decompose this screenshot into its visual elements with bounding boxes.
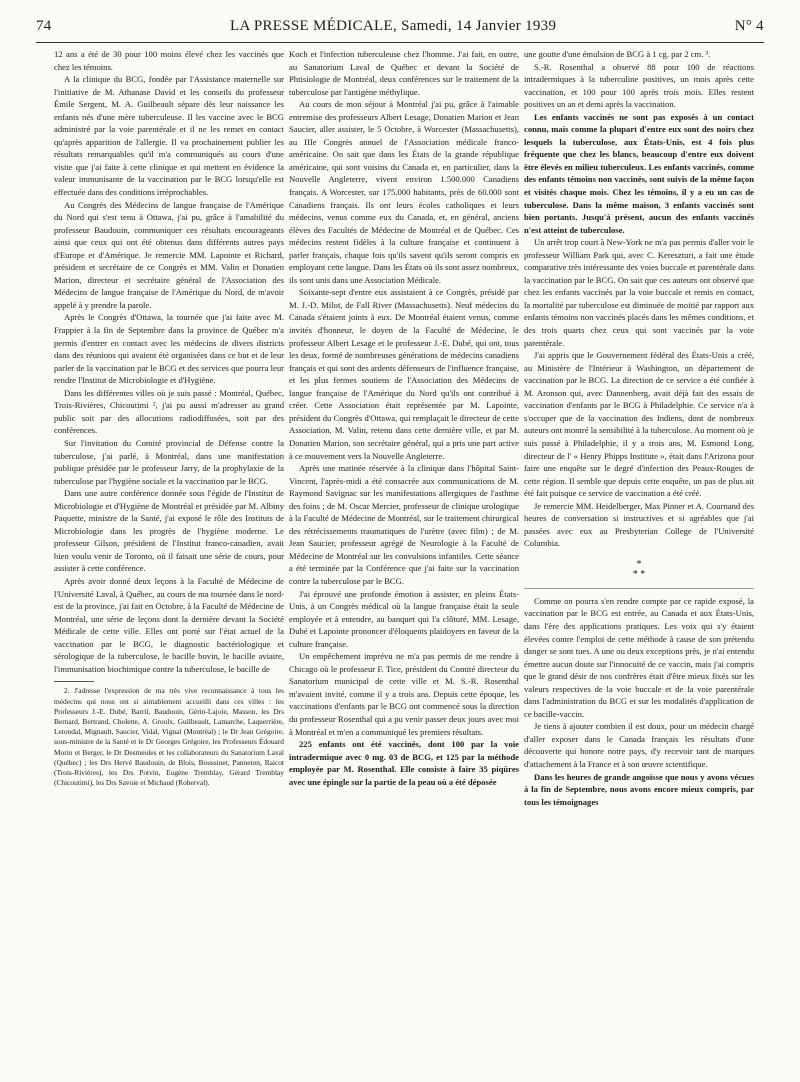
section-asterism	[524, 560, 754, 580]
asterism-bottom: * *	[632, 568, 646, 580]
paragraph: J'ai éprouvé une profonde émotion à assister, en pleins États-Unis, à un Congrès médical où la langue française était la seule employée et à entendre, au banquet qui l'a clôturé, MM. Lesage, Dubé et Lapointe prononcer d'éloquents plaidoyers en faveur de la culture française.	[289, 588, 519, 649]
paragraph: Sur l'invitation du Comité provincial de Défense contre la tuberculose, j'ai parlé, à Montréal, dans une manifestation publique présidée par le professeur Jarry, de la prophylaxie de la tuberculose par l'hygiène sociale et la vaccination par le BCG.	[54, 437, 284, 486]
paragraph: Un arrêt trop court à New-York ne m'a pas permis d'aller voir le professeur William Park qui, avec C. Kereszturi, a fait une étude comparative très intéressante des voies buccale et parentérale dans la vaccination par le BCG. On sait que ces auteurs ont observé que chez les enfants vaccinés par la voie buccale et remis en contact, la mortalité par tuberculose est diminuée de moitié par rapport aux enfants témoins non vaccinés placés dans les mêmes conditions, et des trois quarts chez ceux qui sont vaccinés par la voie parentérale.	[524, 237, 754, 348]
column-2	[289, 48, 519, 808]
paragraph: Après avoir donné deux leçons à la Faculté de Médecine de l'Université Laval, à Québec, au cours de ma tournée dans le nord-est de la province, j'ai fait en Octobre, à la Faculté de Médecine de Montréal, une série de leçons dont la dernière devant la Société Médicale de cette ville. Elles ont porté sur l'état actuel de la vaccination par le BCG, le diagnostic bactériologique et sérologique de la tuberculose, le bacille bovin, le bacille aviaire, l'immunisation biochimique contre la tuberculose, le bacille de	[54, 575, 284, 674]
section-divider	[524, 588, 754, 589]
paragraph: Soixante-sept d'entre eux assistaient à ce Congrès, présidé par M. J.-D. Milot, de Fall River (Massachusetts). Neuf médecins du Canada s'étaient joints à eux. De Montréal étaient venus, comme invités d'honneur, le doyen de la Faculté de Médecine, le professeur Albert Lesage et le professeur J.-E. Dubé, qui ont, tous les deux, formé de nombreuses générations de médecins canadiens français et qui sont des ardents défenseurs de l'influence française, et les plus fermes soutiens de l'Association des Médecins de langue française de l'Amérique du Nord qu'ils ont contribué à créer. Cette Association était représentée par M. Lapointe, président du Congrès d'Ottawa, qui remplaçait le directeur de cette Association, M. Valin, retenu dans cette dernière ville, et par M. Donatien Marion, son secrétaire général, qui a pris une part active à ce mouvement vers la Nouvelle Angleterre.	[289, 287, 519, 461]
asterism-top: *	[636, 558, 642, 570]
paragraph: Dans les heures de grande angoisse que nous y avons vécues à la fin de Septembre, nous avons encore mieux compris, par tous les témoignages	[524, 771, 754, 807]
article-columns	[54, 48, 754, 808]
paragraph: 225 enfants ont été vaccinés, dont 100 par la voie intradermique avec 0 mg. 03 de BCG, et 125 par la méthode employée par M. Rosenthal. Elle consiste à faire 35 piqûres avec une épingle sur la partie de la peau où a été déposée	[289, 739, 519, 787]
paragraph: Un empêchement imprévu ne m'a pas permis de me rendre à Chicago où le professeur F. Tice, président du Comité directeur du Sanatorium municipal de cette ville et M. S.-R. Rosenthal m'avaient invité, comme il y a trois ans. Depuis cette époque, les vaccinations d'enfants par le BCG ont commencé sous la direction du professeur Rosenthal qui a pu venir passer deux jours avec moi à Montréal et m'en a communiqué les premiers résultats.	[289, 651, 519, 737]
header-rule	[36, 42, 764, 43]
page-number: 74	[36, 18, 52, 34]
paragraph: Je remercie MM. Heidelberger, Max Pinner et A. Cournand des heures de conversation si instructives et si agréables que j'ai passées avec eux au Presbyterian College de l'Université Columbia.	[524, 500, 754, 549]
paragraph: Les enfants vaccinés ne sont pas exposés à un contact connu, mais comme la plupart d'entre eux sont des noirs chez lesquels la tuberculose, aux États-Unis, est 4 fois plus fréquente que chez les blancs, beaucoup d'entre eux doivent être élevés en milieu tuberculeux. Les enfants vaccinés, comme des enfants témoins non vaccinés, sont suivis de la même façon et visités chaque mois. Chez les témoins, il y a eu un cas de tuberculose. Dans la même maison, 3 enfants vaccinés sont bien portants. Jusqu'à présent, aucun des enfants vaccinés n'est atteint de tuberculose.	[524, 111, 754, 235]
column-1	[54, 48, 284, 808]
paragraph: S.-R. Rosenthal a observé 88 pour 100 de réactions intradermiques à la tuberculine positives, un mois après cette vaccination, et 100 pour 100 après trois mois. Elles restent positives un an et demi après la vaccination.	[524, 61, 754, 110]
paragraph: Au cours de mon séjour à Montréal j'ai pu, grâce à l'aimable entremise des professeurs Albert Lesage, Donatien Marion et Jean Saucier, aller assister, le 5 Octobre, à Worcester (Massachusetts), au IIIe Congrès annuel de l'Association médicale franco-américaine. On sait que dans les États de la grande république américaine, qui sont voisins du Canada et, en particulier, dans la Nouvelle Angleterre, vivent environ 1.500.000 Canadiens français. A Worcester, sur 175.000 habitants, près de 60.000 sont Canadiens français. Ils ont leurs écoles catholiques et leurs médecins, venus comme eux du Canada, et, en général, anciens élèves des Facultés de Médecine de Montréal et de Québec. Ces médecins restent fidèles à la culture française et continuent à parler français, chaque fois qu'ils savent qu'ils seront compris en employant cette langue. Dans les États où ils sont assez nombreux, ils sont unis dans une Association Médicale.	[289, 99, 519, 285]
paragraph: Après le Congrès d'Ottawa, la tournée que j'ai faite avec M. Frappier à la fin de Septembre dans la province de Québec m'a permis d'entrer en contact avec les médecins de divers districts dans des réunions qui avaient été organisées dans ce but et de leur parler de la vaccination par le BCG et des services que pourra leur rendre l'Institut de Microbiologie et d'Hygiène.	[54, 312, 284, 386]
paragraph: une goutte d'une émulsion de BCG à 1 cg. par 2 cm. ³.	[524, 49, 711, 59]
paragraph: 12 ans a été de 30 pour 100 moins élevé chez les vaccinés que chez les témoins.	[54, 49, 284, 72]
paragraph: A la clinique du BCG, fondée par l'Assistance maternelle sur l'initiative de M. Athanase David et les conseils du professeur Émile Sergent, M. A. Guilbeault sépare dès leur naissance les enfants nés d'une mère tuberculeuse. Il les vaccine avec le BCG administré par la voie parentérale et il ne les remet en contact qu'après apparition de l'allergie. Il va prochainement publier les résultats remarquables qu'il m'a communiqués au cours d'une visite que j'ai faite à cette clinique et qui mettent en évidence la valeur immunisante de la vaccination par le BCG lorsqu'elle est effectuée dans des conditions irréprochables.	[54, 74, 284, 198]
paragraph: Après une matinée réservée à la clinique dans l'hôpital Saint-Vincent, l'après-midi a été consacrée aux communications de M. Raymond Savignac sur les manifestations allergiques de l'asthme des foins ; de M. Oscar Mercier, professeur de clinique urologique à la Faculté de Médecine de Montréal, sur le traitement chirurgical des rétrécissements traumatiques de l'urètre (avec film) ; de M. Jean Saucier, professeur agrégé de Neurologie à la Faculté de Médecine de Montréal sur les convulsions infantiles. Cette séance a été terminée par la Conférence que j'ai faite sur la vaccination contre la tuberculose par le BCG.	[289, 463, 519, 586]
paragraph: Koch et l'infection tuberculeuse chez l'homme. J'ai fait, en outre, au Sanatorium Laval de Québec et devant la Société de Phtisiologie de Montréal, deux conférences sur le traitement de la tuberculose par l'antigène méthylique.	[289, 49, 519, 97]
paragraph: J'ai appris que le Gouvernement fédéral des États-Unis a créé, au Ministère de l'Intérieur à Washington, un département de vaccination par le BCG. La direction de ce service a été confiée à M. Aronson qui, avec Dannenberg, avait déjà fait des essais de vaccination d'enfants par le BCG à Philadelphie. Ce service n'a à s'occuper que de la vaccination des Indiens, dont de nombreux auteurs ont montré la sensibilité à la tuberculose. Au moment où je suis passé à Philadelphie, il y a trois ans, M. Esmond Long, directeur de l' « Henry Phipps Institute », était dans l'Arizona pour faire une enquête sur le degré d'infection des Peaux-Rouges de cette région. Il semble que depuis cette enquête, un pas de plus ait été fait puisque ce service de vaccination a été créé.	[524, 350, 754, 499]
issue-number: N° 4	[734, 18, 764, 34]
column-3	[524, 48, 754, 808]
footnote: 2. J'adresse l'expression de ma très vive reconnaissance à tous les médecins qui nous ont si aimablement accueilli dans ces villes : les Professeurs J.-E. Dubé, Barril, Baudouin, Gérin-Lajoie, Masson, les Drs Bernard, Bertrand, Cholette, A. Groulx, Guilbeault, Lamarche, Laquerrière, Letondal, Mignault, Saucier, Vidal, Vignal (Montréal) ; le Dr Jean Grégoire, sous-ministre de la Santé et le Dr Georges Grégoire, les Professeurs Édouard Morin et Berger, le Dr Desmeules et les collaborateurs du Sanatorium Laval (Québec) ; les Drs Hervé Baudouin, de Blois, Boussinet, Panneton, Raicot (Trois-Rivières), les Drs Potvin, Eugène Tremblay, Gérard Tremblay (Chicoutimi), les Drs Savoie et Michaud (Roberval).	[54, 686, 284, 788]
paragraph: Au Congrès des Médecins de langue française de l'Amérique du Nord qui s'est tenu à Ottawa, j'ai pu, grâce à l'amabilité du professeur Baudouin, communiquer ces résultats encourageants ainsi que ceux qui ont été obtenus dans différents autres pays d'Europe et d'Amérique. Je remercie MM. Lapointe et Richard, président et secrétaire de ce Congrès et MM. Valin et Donatien Marion, directeur et secrétaire général de l'Association des Médecins de langue française de l'Amérique du Nord, de m'avoir appelé à y prendre la parole.	[54, 199, 284, 310]
paragraph: Dans une autre conférence donnée sous l'égide de l'Institut de Microbiologie et d'Hygiène de Montréal et présidée par M. Albiny Paquette, ministre de la Santé, j'ai exposé le rôle des Instituts de Microbiologie dans les progrès de l'hygiène moderne. Le professeur Gilson, président de l'Institut franco-canadien, avait bien voulu venir de Toronto, où il faisait une série de cours, pour assister à cette conférence.	[54, 488, 284, 574]
issue-date: Samedi, 14 Janvier 1939	[401, 18, 557, 34]
journal-title: LA PRESSE MÉDICALE	[230, 18, 393, 34]
running-head	[36, 18, 764, 40]
paragraph: Comme on pourra s'en rendre compte par ce rapide exposé, la vaccination par le BCG est entrée, au Canada et aux États-Unis, dans l'ère des applications pratiques. Les voix qui s'y étaient élevées contre l'emploi de cette méthode à cause de son prétendu danger se sont tues. A une ou deux exceptions près, je n'ai entendu émettre aucun doute sur l'innocuité de ce vaccin, mais j'ai compris que le grand désir de nos confrères était d'être mieux fixés sur les valeurs respectives de la voie buccale et de la voie parentérale dans l'administration du BCG et sur les modalités d'application de ce bacille-vaccin.	[524, 595, 754, 719]
footnote-rule	[54, 681, 94, 682]
paragraph: Je tiens à ajouter combien il est doux, pour un médecin chargé d'aller exposer dans le Canada français les résultats d'une découverte qui honore notre pays, d'y recevoir tant de marques d'attachement à la France et à son œuvre scientifique.	[524, 721, 754, 769]
journal-header-center: LA PRESSE MÉDICALE, Samedi, 14 Janvier 1939	[230, 18, 557, 34]
paragraph: Dans les différentes villes où je suis passé : Montréal, Québec, Trois-Rivières, Chicoutimi ², j'ai pu aussi m'adresser au grand public soit par des allocutions radiodiffusées, soit par des conférences.	[54, 387, 284, 436]
